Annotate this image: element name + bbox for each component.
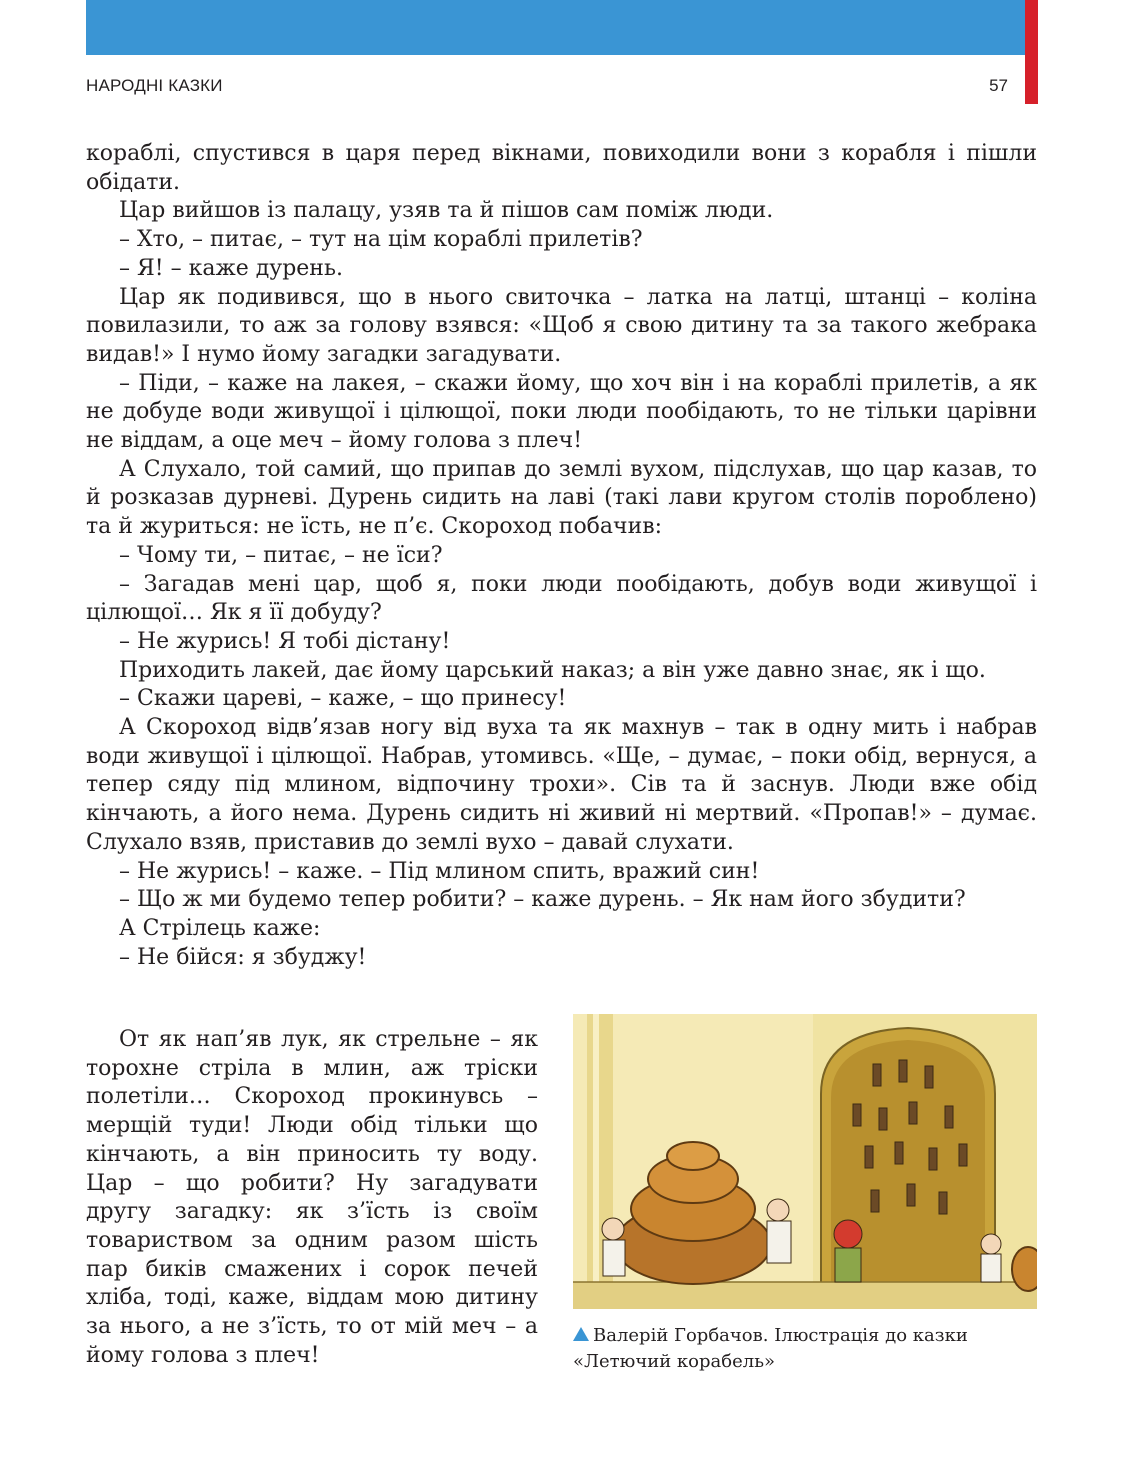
column-paragraph: От як нап’яв лук, як стрельне – як торохне стріла в млин, аж тріски полетіли… Скороход прокинувсь – мерщій туди! Люди обід тільки що кінчають, а він приносить ту воду. Цар – що робити? Ну загадувати другу загадку: як з’їсть із своїм товариством за одним разом шість пар биків смажених і сорок печей хліба, тоді, каже, віддам мою дитину за нього, а не з’їсть, то от мій меч – а йому голова з плеч! bbox=[86, 1027, 538, 1368]
paragraph: – Чому ти, – питає, – не їси? bbox=[119, 542, 443, 568]
page-number: 57 bbox=[989, 76, 1008, 95]
figure-caption bbox=[573, 1323, 1037, 1375]
paragraph: – Не журись! Я тобі дістану! bbox=[119, 628, 451, 654]
caption-text: Валерій Горбачов. Ілюстрація до казки «Летючий корабель» bbox=[573, 1325, 968, 1372]
paragraph: Приходить лакей, дає йому царський наказ; а він уже давно знає, як і що. bbox=[119, 657, 986, 683]
paragraph: кораблі, спустився в царя перед вікнами, повиходили вони з корабля і пішли обідати. bbox=[86, 141, 1037, 195]
paragraph: А Стрілець каже: bbox=[119, 915, 321, 941]
paragraph: – Піди, – каже на лакея, – скажи йому, що хоч він і на кораблі прилетів, а як не добуде води живущої і цілющої, поки люди пообідають, то не тільки царівни не віддам, а оце меч – йому голова з плеч! bbox=[86, 370, 1037, 454]
header-band bbox=[86, 0, 1025, 55]
paragraph: – Я! – каже дурень. bbox=[119, 255, 343, 281]
paragraph: Цар вийшов із палацу, узяв та й пішов сам поміж люди. bbox=[119, 198, 774, 224]
paragraph: – Не журись! – каже. – Під млином спить, вражий син! bbox=[119, 858, 760, 884]
paragraph: – Не бійся: я збуджу! bbox=[119, 944, 367, 970]
paragraph: – Хто, – питає, – тут на цім кораблі прилетів? bbox=[119, 227, 643, 253]
paragraph: – Загадав мені цар, щоб я, поки люди пообідають, добув води живущої і цілющої… Як я її добуду? bbox=[86, 571, 1037, 626]
paragraph: Цар як подивився, що в нього свиточка – латка на латці, штанці – коліна повилазили, то аж за голову взявся: «Щоб я свою дитину та за такого жебрака видав!» І нумо йому загадки загадувати. bbox=[86, 284, 1037, 367]
paragraph: А Скороход відв’язав ногу від вуха та як махнув – так в одну мить і набрав води живущої і цілющої. Набрав, утомивсь. «Ще, – думає, – поки обід, вернуся, а тепер сяду під млином, відпочину трохи». Сів та й заснув. Люди вже обід кінчають, а його нема. Дурень сидить ні живий ні мертвий. «Пропав!» – думає. Слухало взяв, приставив до землі вухо – давай слухати. bbox=[86, 715, 1037, 855]
paragraph: – Скажи цареві, – каже, – що принесу! bbox=[119, 686, 567, 712]
page-edge-marker bbox=[1025, 0, 1038, 104]
running-head: НАРОДНІ КАЗКИ bbox=[86, 76, 223, 95]
paragraph: А Слухало, той самий, що припав до землі вухом, підслухав, що цар казав, то й розказав дурневі. Дурень сидить на лаві (такі лави кругом столів пороблено) та й журиться: не їсть, не п’є. Скороход побачив: bbox=[86, 456, 1037, 540]
triangle-up-icon bbox=[573, 1327, 589, 1341]
paragraph: – Що ж ми будемо тепер робити? – каже дурень. – Як нам його збудити? bbox=[119, 887, 966, 913]
body-text bbox=[86, 140, 1037, 972]
story-illustration bbox=[573, 1014, 1037, 1309]
illustration-drawing bbox=[573, 1014, 1037, 1309]
